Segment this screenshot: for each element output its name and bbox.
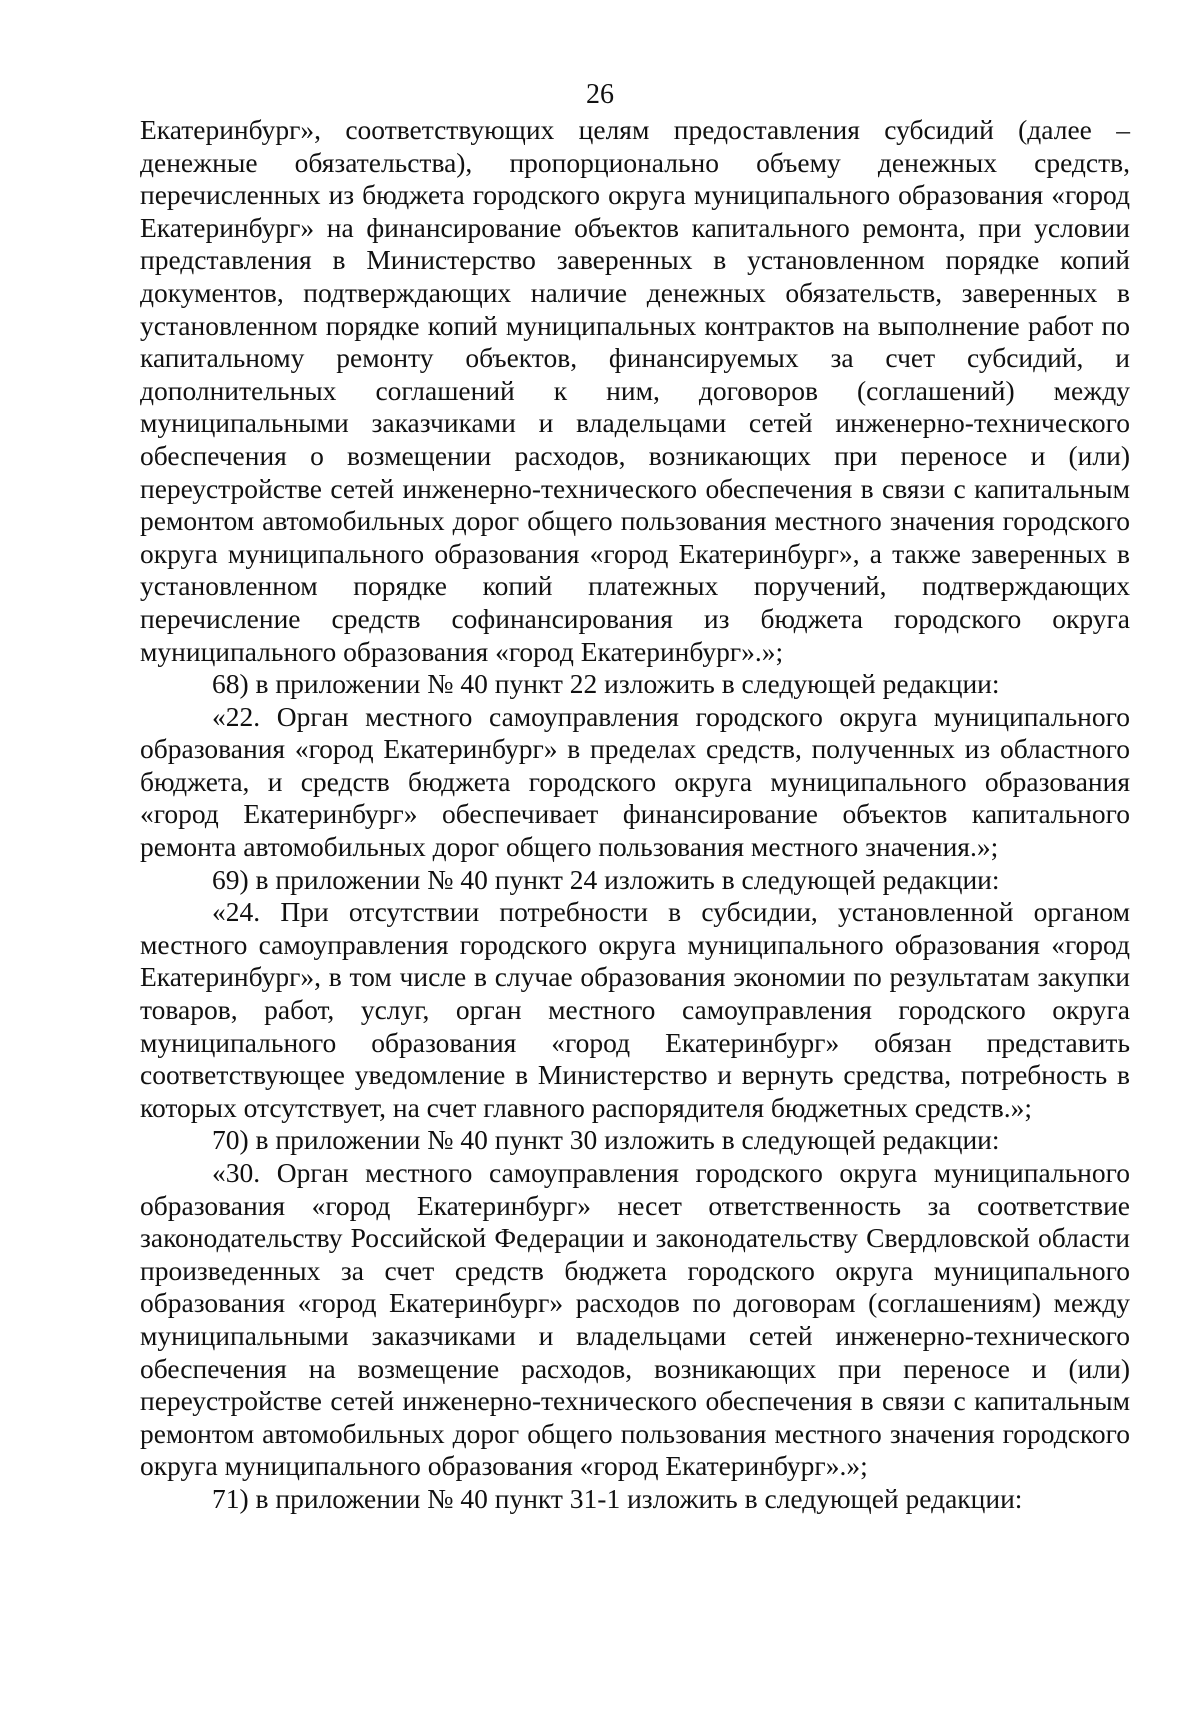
page-number: 26 — [586, 79, 614, 110]
paragraph-clause-30: «30. Орган местного самоуправления городского округа муниципального образования «город Екатеринбург» несет ответственность за соответствие законодательству Российской Федерации и законодательству Свердловской области произведенных за счет средств бюджета городского округа муниципального образования «город Екатеринбург» расходов по договорам (соглашениям) между муниципальными заказчиками и владельцами сетей инженерно-технического обеспечения на возмещение расходов, возникающих при переносе и (или) переустройстве сетей инженерно-технического обеспечения в связи с капитальным ремонтом автомобильных дорог общего пользования местного значения городского округа муниципального образования «город Екатеринбург».»; — [140, 1157, 1130, 1482]
paragraph-item-71: 71) в приложении № 40 пункт 31-1 изложить в следующей редакции: — [212, 1482, 1023, 1514]
paragraph-continuation: Екатеринбург», соответствующих целям предоставления субсидий (далее – денежные обязательства), пропорционально объему денежных средств, перечисленных из бюджета городского округа муниципального образования «город Екатеринбург» на финансирование объектов капитального ремонта, при условии представления в Министерство заверенных в установленном порядке копий документов, подтверждающих наличие денежных обязательств, заверенных в установленном порядке копий муниципальных контрактов на выполнение работ по капитальному ремонту объектов, финансируемых за счет субсидий, и дополнительных соглашений к ним, договоров (соглашений) между муниципальными заказчиками и владельцами сетей инженерно-технического обеспечения о возмещении расходов, возникающих при переносе и (или) переустройстве сетей инженерно-технического обеспечения в связи с капитальным ремонтом автомобильных дорог общего пользования местного значения городского округа муниципального образования «город Екатеринбург», а также заверенных в установленном порядке копий платежных поручений, подтверждающих перечисление средств софинансирования из бюджета городского округа муниципального образования «город Екатеринбург».»; — [140, 114, 1130, 667]
paragraph-item-69: 69) в приложении № 40 пункт 24 изложить в следующей редакции: — [212, 863, 1000, 895]
paragraph-clause-22: «22. Орган местного самоуправления городского округа муниципального образования «город Екатеринбург» в пределах средств, полученных из областного бюджета, и средств бюджета городского округа муниципального образования «город Екатеринбург» обеспечивает финансирование объектов капитального ремонта автомобильных дорог общего пользования местного значения.»; — [140, 700, 1130, 863]
paragraph-item-68: 68) в приложении № 40 пункт 22 изложить в следующей редакции: — [212, 668, 1000, 700]
paragraph-item-70: 70) в приложении № 40 пункт 30 изложить в следующей редакции: — [212, 1124, 1000, 1156]
document-body — [140, 114, 1130, 1516]
paragraph-clause-24: «24. При отсутствии потребности в субсидии, установленной органом местного самоуправления городского округа муниципального образования «город Екатеринбург», в том числе в случае образования экономии по результатам закупки товаров, работ, услуг, орган местного самоуправления городского округа муниципального образования «город Екатеринбург» обязан представить соответствующее уведомление в Министерство и вернуть средства, потребность в которых отсутствует, на счет главного распорядителя бюджетных средств.»; — [140, 896, 1130, 1123]
